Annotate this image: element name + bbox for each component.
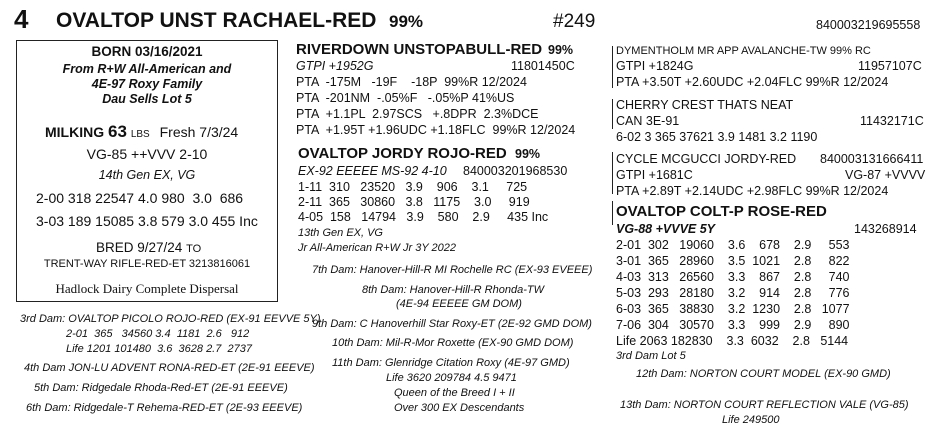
sire-sire-pta: PTA +3.50T +2.60UDC +2.04FLC 99%R 12/2024 [616, 75, 889, 89]
bred-to: TO [186, 243, 202, 255]
bred-line [96, 240, 201, 255]
milking-label: MILKING [45, 124, 105, 140]
third-dam: 3rd Dam: OVALTOP PICOLO ROJO-RED (EX-91 EEVVE 5Y) [20, 313, 321, 325]
eighth-dam-class: (4E-94 EEEEE GM DOM) [396, 298, 522, 310]
dam-name: OVALTOP JORDY ROJO-RED [298, 145, 507, 162]
granddam-record-4: 5-03 293 28180 3.2 914 2.8 776 [616, 286, 850, 300]
eleventh-dam-note-2: Over 300 EX Descendants [394, 402, 525, 414]
dam-record-1: 1-11 310 23520 3.9 906 3.1 725 [298, 180, 528, 194]
dam-record-2: 2-11 365 30860 3.8 1175 3.0 919 [298, 195, 530, 209]
cherry-reg-id: 11432171C [860, 114, 924, 128]
third-dam-life: Life 1201 101480 3.6 3628 2.7 2737 [66, 343, 252, 355]
dam-sire-name: CYCLE MCGUCCI JORDY-RED [616, 152, 797, 166]
bred-date: BRED 9/27/24 [96, 240, 183, 255]
tag-number: #249 [553, 11, 596, 32]
dam-generation: 13th Gen EX, VG [298, 227, 383, 239]
thirteenth-dam: 13th Dam: NORTON COURT REFLECTION VALE (VG-85) [620, 399, 909, 411]
cherry-name: CHERRY CREST THATS NEAT [616, 98, 794, 112]
cherry-record: 6-02 3 365 37621 3.9 1481 3.2 1190 [616, 130, 818, 144]
dam-sire-classification: VG-87 +VVVV [845, 168, 926, 182]
granddam-record-5: 6-03 365 38830 3.2 1230 2.8 1077 [616, 302, 850, 316]
granddam-note: 3rd Dam Lot 5 [616, 350, 686, 362]
dam-record-3: 4-05 158 14794 3.9 580 2.9 435 Inc [298, 210, 549, 224]
dam-reg-id: 840003201968530 [463, 164, 568, 178]
sire-name: RIVERDOWN UNSTOPABULL-RED [296, 41, 543, 58]
fresh-date: Fresh 7/3/24 [159, 124, 239, 140]
seventh-dam: 7th Dam: Hanover-Hill-R MI Rochelle RC (EX-93 EVEEE) [312, 264, 593, 276]
lot-number: 4 [14, 4, 29, 34]
box-line-2: 4E-97 Roxy Family [91, 77, 203, 91]
cherry-can: CAN 3E-91 [616, 114, 680, 128]
box-classification: VG-85 ++VVV 2-10 [86, 146, 208, 162]
sixth-dam: 6th Dam: Ridgedale-T Rehema-RED-ET (2E-93 EEEVE) [26, 402, 303, 414]
granddam-record-life: Life 2063 182830 3.3 6032 2.8 5144 [616, 334, 849, 348]
granddam-classification: VG-88 +VVVE 5Y [616, 222, 716, 236]
granddam-record-2: 3-01 365 28960 3.5 1021 2.8 822 [616, 254, 850, 268]
thirteenth-dam-life: Life 249500 [722, 414, 780, 426]
dam-classification: EX-92 EEEEE MS-92 4-10 [298, 164, 447, 178]
dam-sire-pta: PTA +2.89T +2.14UDC +2.98FLC 99%R 12/2024 [616, 184, 889, 198]
sale-name: Hadlock Dairy Complete Dispersal [55, 281, 239, 296]
granddam-record-1: 2-01 302 19060 3.6 678 2.9 553 [616, 238, 850, 252]
granddam-record-6: 7-06 304 30570 3.3 999 2.9 890 [616, 318, 850, 332]
box-generation: 14th Gen EX, VG [98, 168, 196, 182]
milking-units: LBS [130, 129, 150, 140]
dam-award: Jr All-American R+W Jr 3Y 2022 [298, 242, 457, 254]
pedigree-bracket-1 [612, 46, 613, 88]
sire-gtpi: GTPI +1952G [296, 59, 374, 73]
sire-pta-4: PTA +1.95T +1.96UDC +1.18FLC 99%R 12/2024 [296, 123, 576, 137]
sire-reg-id: 11801450C [511, 59, 575, 73]
milking-line [45, 122, 238, 142]
sire-pta-3: PTA +1.1PL 2.97SCS +.8DPR 2.3%DCE [296, 107, 539, 121]
pedigree-bracket-2 [612, 99, 613, 129]
sire-pta-2: PTA -201NM -.05%F -.05%P 41%US [296, 91, 515, 105]
dam-sire-gtpi: GTPI +1681C [616, 168, 693, 182]
sire-sire-reg-id: 11957107C [858, 59, 922, 73]
sire-pta-1: PTA -175M -19F -18P 99%R 12/2024 [296, 75, 527, 89]
granddam-record-3: 4-03 313 26560 3.3 867 2.8 740 [616, 270, 850, 284]
eleventh-dam: 11th Dam: Glenridge Citation Roxy (4E-97 GMD) [332, 357, 570, 369]
animal-percent: 99% [389, 12, 424, 31]
animal-name: OVALTOP UNST RACHAEL-RED [56, 9, 377, 32]
dam-sire-reg-id: 840003131666411 [820, 152, 924, 166]
eighth-dam: 8th Dam: Hanover-Hill-R Rhonda-TW [362, 284, 544, 296]
fifth-dam: 5th Dam: Ridgedale Rhoda-Red-ET (2E-91 EEEVE) [34, 382, 288, 394]
born-date: BORN 03/16/2021 [91, 44, 203, 59]
pedigree-bracket-4 [612, 201, 613, 225]
twelfth-dam: 12th Dam: NORTON COURT MODEL (EX-90 GMD) [636, 368, 891, 380]
tenth-dam: 10th Dam: Mil-R-Mor Roxette (EX-90 GMD DOM) [332, 337, 574, 349]
eleventh-dam-life: Life 3620 209784 4.5 9471 [386, 372, 517, 384]
box-line-3: Dau Sells Lot 5 [102, 92, 192, 106]
third-dam-record: 2-01 365 34560 3.4 1181 2.6 912 [66, 328, 250, 340]
eleventh-dam-note-1: Queen of the Breed I + II [394, 387, 515, 399]
box-record-2: 3-03 189 15085 3.8 579 3.0 455 Inc [36, 213, 258, 229]
bred-bull: TRENT-WAY RIFLE-RED-ET 3213816061 [43, 258, 251, 270]
animal-reg-id: 840003219695558 [816, 18, 921, 32]
ninth-dam: 9th Dam: C Hanoverhill Star Roxy-ET (2E-92 GMD DOM) [312, 318, 592, 330]
sire-sire-name: DYMENTHOLM MR APP AVALANCHE-TW 99% RC [616, 45, 871, 57]
pedigree-bracket-3 [612, 152, 613, 194]
fourth-dam: 4th Dam JON-LU ADVENT RONA-RED-ET (2E-91 EEEVE) [24, 362, 315, 374]
granddam-name: OVALTOP COLT-P ROSE-RED [616, 203, 827, 220]
box-record-1: 2-00 318 22547 4.0 980 3.0 686 [36, 190, 244, 206]
sire-sire-gtpi: GTPI +1824G [616, 59, 694, 73]
milking-value: 63 [108, 122, 127, 141]
dam-percent: 99% [515, 147, 541, 161]
sire-percent: 99% [548, 43, 574, 57]
box-line-1: From R+W All-American and [62, 62, 232, 76]
granddam-reg-id: 143268914 [854, 222, 917, 236]
